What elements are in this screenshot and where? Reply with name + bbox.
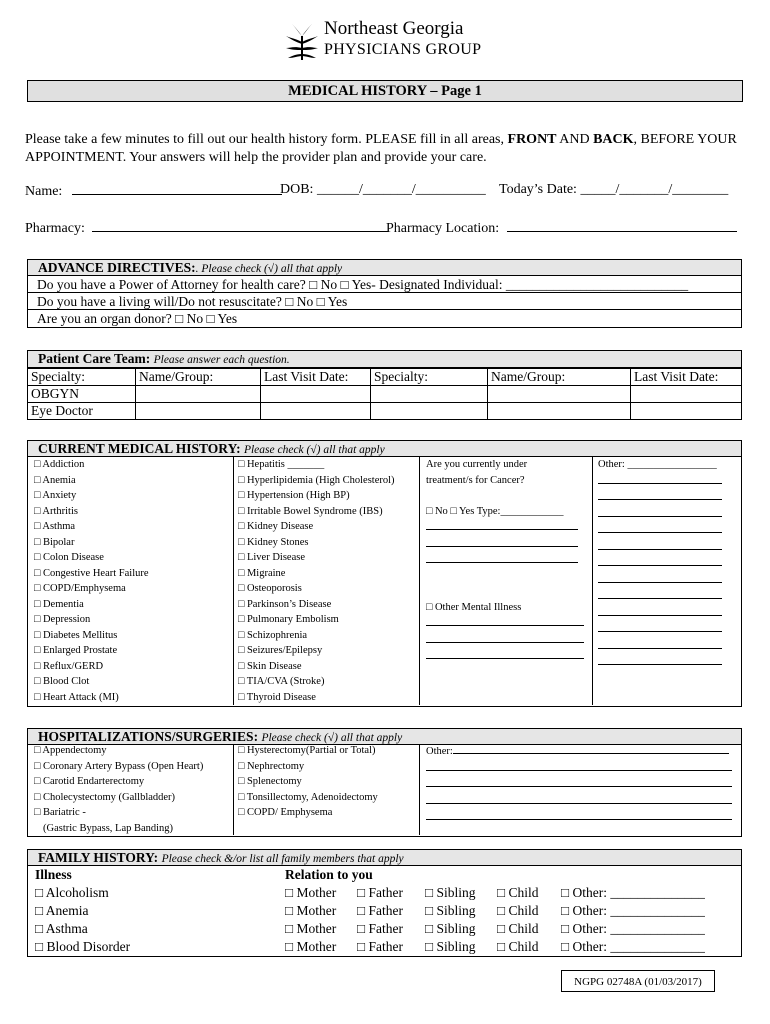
col-header: Name/Group:: [488, 369, 631, 386]
condition-checkbox[interactable]: □ Blood Clot: [34, 676, 90, 687]
relation-child[interactable]: □ Child: [497, 903, 539, 918]
table-row: [28, 403, 742, 420]
cancer-column: [426, 457, 584, 665]
org-subtitle: PHYSICIANS GROUP: [324, 41, 482, 58]
surgery-checkbox[interactable]: □ Cholecystectomy (Gallbladder): [34, 791, 176, 803]
surgery-note: (Gastric Bypass, Lap Banding): [43, 822, 174, 834]
cancer-question-line2: treatment/s for Cancer?: [426, 474, 525, 486]
surgery-checkbox[interactable]: □ COPD/ Emphysema: [238, 807, 333, 818]
dob-label: DOB:: [280, 182, 314, 197]
surgery-checkbox[interactable]: □ Splenectomy: [238, 776, 302, 787]
family-history-header: FAMILY HISTORY: Please check &/or list all family members that apply: [27, 849, 742, 866]
surgery-other-line[interactable]: [426, 809, 732, 820]
condition-checkbox[interactable]: □ Heart Attack (MI): [34, 691, 119, 703]
condition-checkbox[interactable]: □ Anemia: [34, 474, 76, 486]
condition-checkbox[interactable]: □ Thyroid Disease: [238, 691, 316, 703]
other-field[interactable]: Other: _________________: [598, 459, 717, 470]
surgery-checkbox[interactable]: □ Bariatric -: [34, 807, 86, 818]
condition-checkbox[interactable]: □ Congestive Heart Failure: [34, 567, 149, 579]
relation-sibling[interactable]: □ Sibling: [425, 903, 476, 918]
cancer-blank-line[interactable]: [426, 536, 578, 547]
surgery-checkbox[interactable]: □ Tonsillectomy, Adenoidectomy: [238, 791, 378, 803]
surgery-other-line[interactable]: [426, 793, 732, 804]
logo: [284, 18, 514, 64]
other-blank-line[interactable]: [598, 506, 722, 517]
table-row: [28, 386, 742, 403]
poa-question[interactable]: Do you have a Power of Attorney for health care? □ No □ Yes- Designated Individual: ___________________________: [28, 276, 741, 293]
other-blank-line[interactable]: [598, 572, 722, 583]
relation-other[interactable]: □ Other: ______________: [561, 939, 705, 954]
col-header: Last Visit Date:: [631, 369, 742, 386]
living-will-question[interactable]: Do you have a living will/Do not resuscitate? □ No □ Yes: [28, 293, 741, 310]
condition-checkbox[interactable]: □ Colon Disease: [34, 552, 104, 563]
relation-child[interactable]: □ Child: [497, 885, 539, 900]
relation-sibling[interactable]: □ Sibling: [425, 885, 476, 900]
condition-checkbox[interactable]: □ Hypertension (High BP): [238, 490, 350, 501]
relation-child[interactable]: □ Child: [497, 939, 539, 954]
pharmacy-location-label: Pharmacy Location:: [386, 221, 500, 236]
condition-checkbox[interactable]: □ Irritable Bowel Syndrome (IBS): [238, 505, 383, 517]
cancer-options[interactable]: □ No □ Yes Type:____________: [426, 505, 564, 517]
other-blank-line[interactable]: [598, 605, 722, 616]
mental-blank-line[interactable]: [426, 648, 584, 659]
relation-child[interactable]: □ Child: [497, 921, 539, 936]
col-header: Last Visit Date:: [261, 369, 371, 386]
col-header: Specialty:: [371, 369, 488, 386]
organ-donor-question[interactable]: Are you an organ donor? □ No □ Yes: [37, 311, 238, 326]
other-blank-line[interactable]: [598, 522, 722, 533]
care-team-section: [27, 350, 742, 420]
condition-checkbox[interactable]: □ Kidney Stones: [238, 536, 309, 548]
family-header-row: [28, 866, 742, 884]
page-title: MEDICAL HISTORY – Page 1: [27, 80, 743, 102]
relation-father[interactable]: □ Father: [357, 885, 404, 900]
surgery-checkbox[interactable]: □ Coronary Artery Bypass (Open Heart): [34, 760, 204, 772]
table-cell[interactable]: [371, 386, 488, 403]
table-cell[interactable]: [631, 386, 742, 403]
form-id: NGPG 02748A (01/03/2017): [561, 970, 715, 992]
org-name: Northeast Georgia: [324, 18, 464, 39]
condition-checkbox[interactable]: □ Diabetes Mellitus: [34, 629, 118, 641]
condition-checkbox[interactable]: □ Addiction: [34, 459, 85, 470]
pharmacy-row: [25, 219, 388, 237]
condition-checkbox[interactable]: □ TIA/CVA (Stroke): [238, 676, 325, 687]
condition-checkbox[interactable]: □ Seizures/Epilepsy: [238, 645, 323, 656]
surgery-col-1: [34, 743, 203, 836]
care-team-header-row: [28, 369, 742, 386]
condition-checkbox[interactable]: □ Depression: [34, 614, 91, 625]
condition-checkbox[interactable]: □ Hepatitis _______: [238, 459, 325, 470]
today-field[interactable]: _____/_______/________: [580, 182, 729, 197]
table-row: [28, 884, 742, 902]
relation-mother[interactable]: □ Mother: [285, 921, 337, 936]
table-row: [28, 938, 742, 957]
relation-mother[interactable]: □ Mother: [285, 939, 337, 954]
cancer-blank-line[interactable]: [426, 519, 578, 530]
surgery-checkbox[interactable]: □ Nephrectomy: [238, 760, 305, 772]
other-blank-line[interactable]: [598, 539, 722, 550]
condition-checkbox[interactable]: □ Kidney Disease: [238, 521, 314, 532]
current-history-header: CURRENT MEDICAL HISTORY: Please check (√) all that apply: [27, 440, 742, 457]
table-cell[interactable]: [488, 403, 631, 420]
relation-father[interactable]: □ Father: [357, 921, 404, 936]
illness-checkbox[interactable]: □ Alcoholism: [35, 885, 109, 900]
relation-mother[interactable]: □ Mother: [285, 885, 337, 900]
table-cell[interactable]: [261, 403, 371, 420]
other-blank-line[interactable]: [598, 621, 722, 632]
table-cell[interactable]: [488, 386, 631, 403]
table-cell: Eye Doctor: [28, 403, 136, 420]
surgery-checkbox[interactable]: □ Hysterectomy(Partial or Total): [238, 745, 376, 756]
leaf-logo-icon: [284, 22, 320, 62]
current-history-box: [27, 457, 742, 707]
history-col-2: [238, 457, 395, 705]
advance-directives-header: ADVANCE DIRECTIVES:. Please check (√) all that apply: [27, 259, 742, 276]
condition-checkbox[interactable]: □ Dementia: [34, 598, 84, 610]
name-label: Name:: [25, 184, 63, 199]
surgery-checkbox[interactable]: □ Appendectomy: [34, 745, 107, 756]
hospitalizations-section: [27, 728, 742, 837]
condition-checkbox[interactable]: □ Parkinson’s Disease: [238, 598, 332, 610]
relation-other[interactable]: □ Other: ______________: [561, 903, 705, 918]
condition-checkbox[interactable]: □ Reflux/GERD: [34, 660, 104, 672]
table-cell[interactable]: [631, 403, 742, 420]
other-column: [598, 457, 722, 671]
table-cell[interactable]: [261, 386, 371, 403]
pharmacy-location-field[interactable]: [507, 219, 737, 232]
condition-checkbox[interactable]: □ Migraine: [238, 567, 286, 579]
relation-father[interactable]: □ Father: [357, 903, 404, 918]
hospitalizations-header: HOSPITALIZATIONS/SURGERIES: Please check (√) all that apply: [27, 728, 742, 745]
illness-checkbox[interactable]: □ Asthma: [35, 921, 88, 936]
condition-checkbox[interactable]: □ Arthritis: [34, 505, 78, 517]
condition-checkbox[interactable]: □ Anxiety: [34, 490, 77, 501]
surgery-other-line[interactable]: [426, 760, 732, 771]
advance-directives-box: [27, 276, 742, 328]
col-header: Specialty:: [28, 369, 136, 386]
condition-checkbox[interactable]: □ Skin Disease: [238, 660, 302, 672]
name-field[interactable]: [72, 182, 282, 195]
dob-field[interactable]: ______/_______/__________: [316, 182, 486, 197]
surgery-col-2: [238, 743, 378, 821]
illness-header: Illness: [35, 867, 72, 882]
other-blank-line[interactable]: [598, 588, 722, 599]
pharmacy-location-row: [386, 219, 737, 237]
mental-blank-line[interactable]: [426, 615, 584, 626]
relation-mother[interactable]: □ Mother: [285, 903, 337, 918]
care-team-header: Patient Care Team: Please answer each question.: [27, 350, 742, 368]
illness-checkbox[interactable]: □ Blood Disorder: [35, 939, 131, 954]
today-label: Today’s Date:: [499, 182, 577, 197]
condition-checkbox[interactable]: □ Pulmonary Embolism: [238, 614, 339, 625]
illness-checkbox[interactable]: □ Anemia: [35, 903, 89, 918]
cancer-question-line1: Are you currently under: [426, 459, 528, 470]
cancer-blank-line[interactable]: [426, 552, 578, 563]
other-blank-line[interactable]: [598, 473, 722, 484]
other-blank-line[interactable]: [598, 555, 722, 566]
pharmacy-label: Pharmacy:: [25, 221, 85, 236]
other-blank-line[interactable]: [598, 654, 722, 665]
table-cell[interactable]: [136, 386, 261, 403]
relation-other[interactable]: □ Other: ______________: [561, 885, 705, 900]
relation-other[interactable]: □ Other: ______________: [561, 921, 705, 936]
table-cell: OBGYN: [28, 386, 136, 403]
surgery-other-line[interactable]: [453, 743, 729, 754]
name-row: [25, 182, 282, 200]
other-blank-line[interactable]: [598, 489, 722, 500]
history-col-1: [34, 457, 149, 705]
relation-sibling[interactable]: □ Sibling: [425, 921, 476, 936]
surgery-other-column: [426, 743, 732, 826]
condition-checkbox[interactable]: □ Schizophrenia: [238, 629, 308, 641]
care-team-table: [27, 368, 742, 420]
table-row: [28, 902, 742, 920]
table-cell[interactable]: [136, 403, 261, 420]
relation-header: Relation to you: [285, 867, 373, 882]
surgery-other-label: Other:: [426, 746, 453, 757]
surgery-checkbox[interactable]: □ Carotid Endarterectomy: [34, 776, 145, 787]
advance-directives-section: [27, 259, 742, 328]
other-blank-line[interactable]: [598, 638, 722, 649]
dob-row: [280, 182, 486, 198]
condition-checkbox[interactable]: □ Enlarged Prostate: [34, 645, 118, 656]
condition-checkbox[interactable]: □ Asthma: [34, 521, 76, 532]
condition-checkbox[interactable]: □ COPD/Emphysema: [34, 583, 126, 594]
today-row: [499, 182, 728, 198]
table-row: [28, 920, 742, 938]
relation-father[interactable]: □ Father: [357, 939, 404, 954]
current-history-section: [27, 440, 742, 707]
hospitalizations-box: [27, 745, 742, 837]
other-mental-illness-checkbox[interactable]: □ Other Mental Illness: [426, 601, 522, 613]
condition-checkbox[interactable]: □ Osteoporosis: [238, 583, 302, 594]
mental-blank-line[interactable]: [426, 632, 584, 643]
condition-checkbox[interactable]: □ Bipolar: [34, 536, 75, 548]
table-cell[interactable]: [371, 403, 488, 420]
condition-checkbox[interactable]: □ Hyperlipidemia (High Cholesterol): [238, 474, 395, 486]
pharmacy-field[interactable]: [92, 219, 388, 232]
family-history-table: [27, 866, 742, 957]
intro-text: Please take a few minutes to fill out our health history form. PLEASE fill in all areas, FRONT AND BACK, BEFORE YOUR APPOINTMENT. Your answers will help the provider plan and provide your care.: [25, 132, 737, 165]
col-header: Name/Group:: [136, 369, 261, 386]
relation-sibling[interactable]: □ Sibling: [425, 939, 476, 954]
surgery-other-line[interactable]: [426, 776, 732, 787]
condition-checkbox[interactable]: □ Liver Disease: [238, 552, 305, 563]
family-history-section: [27, 849, 742, 957]
